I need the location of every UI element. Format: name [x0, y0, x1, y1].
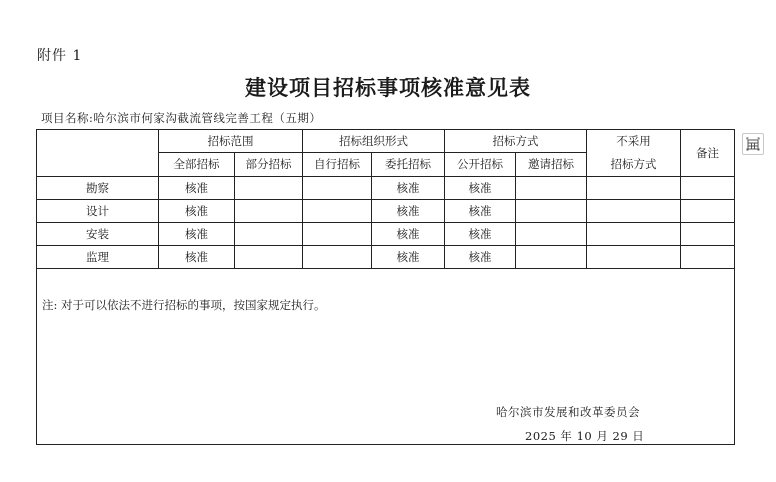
cell-self	[303, 223, 372, 246]
table-row	[37, 200, 735, 223]
cell-not-adopted	[587, 223, 681, 246]
cell-invited	[516, 177, 587, 200]
header-scope: 招标范围	[159, 130, 303, 153]
cell-entrusted: 核准	[372, 223, 445, 246]
cell-partial	[235, 223, 303, 246]
row-item: 安装	[37, 223, 159, 246]
cell-invited	[516, 246, 587, 269]
table-header-row-1	[37, 130, 735, 153]
subheader-entrusted: 委托招标	[372, 152, 445, 176]
cell-full: 核准	[159, 223, 235, 246]
cell-open: 核准	[445, 177, 516, 200]
cell-not-adopted	[587, 200, 681, 223]
document-title: 建设项目招标事项核准意见表	[245, 76, 531, 100]
cell-partial	[235, 200, 303, 223]
cell-remarks	[681, 177, 735, 200]
project-name-line	[41, 110, 321, 126]
cell-open: 核准	[445, 223, 516, 246]
subheader-partial: 部分招标	[235, 152, 303, 176]
cell-entrusted: 核准	[372, 200, 445, 223]
approval-table	[36, 129, 735, 445]
subheader-invited: 邀请招标	[516, 152, 587, 176]
cell-invited	[516, 223, 587, 246]
project-name-value: 哈尔滨市何家沟截流管线完善工程（五期）	[93, 111, 322, 125]
note-text: 注: 对于可以依法不进行招标的事项，按国家规定执行。	[42, 298, 326, 312]
issuer-name: 哈尔滨市发展和改革委员会	[496, 405, 640, 419]
row-item: 勘察	[37, 177, 159, 200]
table-notes-row	[37, 269, 735, 445]
cell-not-adopted	[587, 246, 681, 269]
cell-full: 核准	[159, 200, 235, 223]
cell-invited	[516, 200, 587, 223]
header-method: 招标方式	[445, 130, 587, 153]
table-extract-button[interactable]	[742, 133, 764, 155]
cell-partial	[235, 177, 303, 200]
row-item: 设计	[37, 200, 159, 223]
cell-entrusted: 核准	[372, 246, 445, 269]
cell-self	[303, 177, 372, 200]
cell-full: 核准	[159, 177, 235, 200]
subheader-open: 公开招标	[445, 152, 516, 176]
subheader-full: 全部招标	[159, 152, 235, 176]
table-row	[37, 246, 735, 269]
cell-remarks	[681, 200, 735, 223]
cell-self	[303, 200, 372, 223]
cell-open: 核准	[445, 246, 516, 269]
issue-date: 2025 年 10 月 29 日	[525, 429, 645, 443]
table-extract-icon	[743, 136, 763, 152]
header-remarks: 备注	[681, 130, 735, 177]
cell-entrusted: 核准	[372, 177, 445, 200]
header-item-blank	[37, 130, 159, 177]
header-organization: 招标组织形式	[303, 130, 445, 153]
row-item: 监理	[37, 246, 159, 269]
header-not-adopted-line1: 不采用	[616, 134, 651, 148]
cell-remarks	[681, 246, 735, 269]
attachment-label: 附件 1	[37, 48, 83, 64]
project-name-label: 项目名称:	[41, 111, 94, 125]
cell-not-adopted	[587, 177, 681, 200]
subheader-self: 自行招标	[303, 152, 372, 176]
cell-open: 核准	[445, 200, 516, 223]
cell-self	[303, 246, 372, 269]
cell-full: 核准	[159, 246, 235, 269]
header-not-adopted-line2: 招标方式	[610, 157, 657, 171]
notes-cell	[37, 269, 735, 445]
table-row	[37, 223, 735, 246]
cell-remarks	[681, 223, 735, 246]
cell-partial	[235, 246, 303, 269]
header-not-adopted	[587, 130, 681, 177]
table-row	[37, 177, 735, 200]
